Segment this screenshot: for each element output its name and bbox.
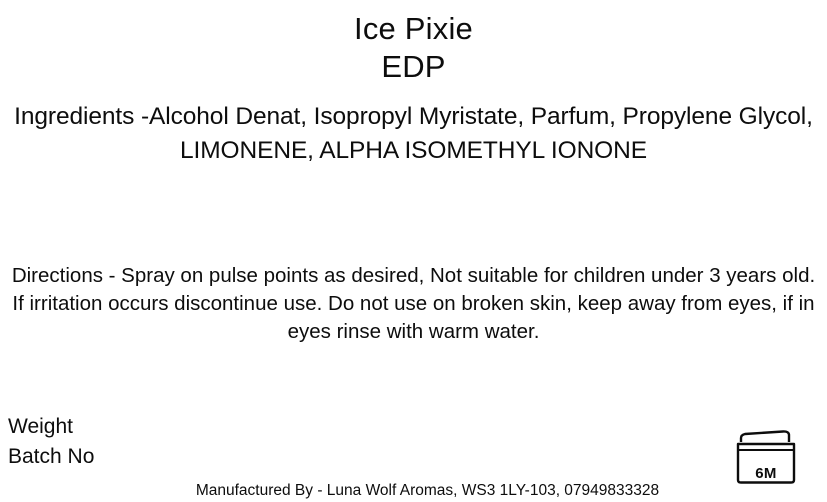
product-type: EDP: [381, 49, 446, 84]
product-name: Ice Pixie: [354, 11, 473, 46]
batch-no-label: Batch No: [8, 445, 95, 468]
weight-label: Weight: [8, 415, 73, 438]
pao-value: 6M: [755, 465, 777, 482]
page-title: [0, 10, 827, 86]
period-after-opening-icon: [735, 430, 797, 484]
manufacturer-text: Manufactured By - Luna Wolf Aromas, WS3 1LY-103, 07949833328: [195, 481, 660, 499]
ingredients-text: Ingredients -Alcohol Denat, Isopropyl Myristate, Parfum, Propylene Glycol, LIMONENE, ALPHA ISOMETHYL IONONE: [14, 103, 813, 164]
directions-text: Directions - Spray on pulse points as desired, Not suitable for children under 3 years old. If irritation occurs discontinue use. Do not use on broken skin, keep away from eyes, if in eyes rinse with warm water.: [11, 264, 816, 343]
weight-batch-block: [8, 412, 94, 472]
